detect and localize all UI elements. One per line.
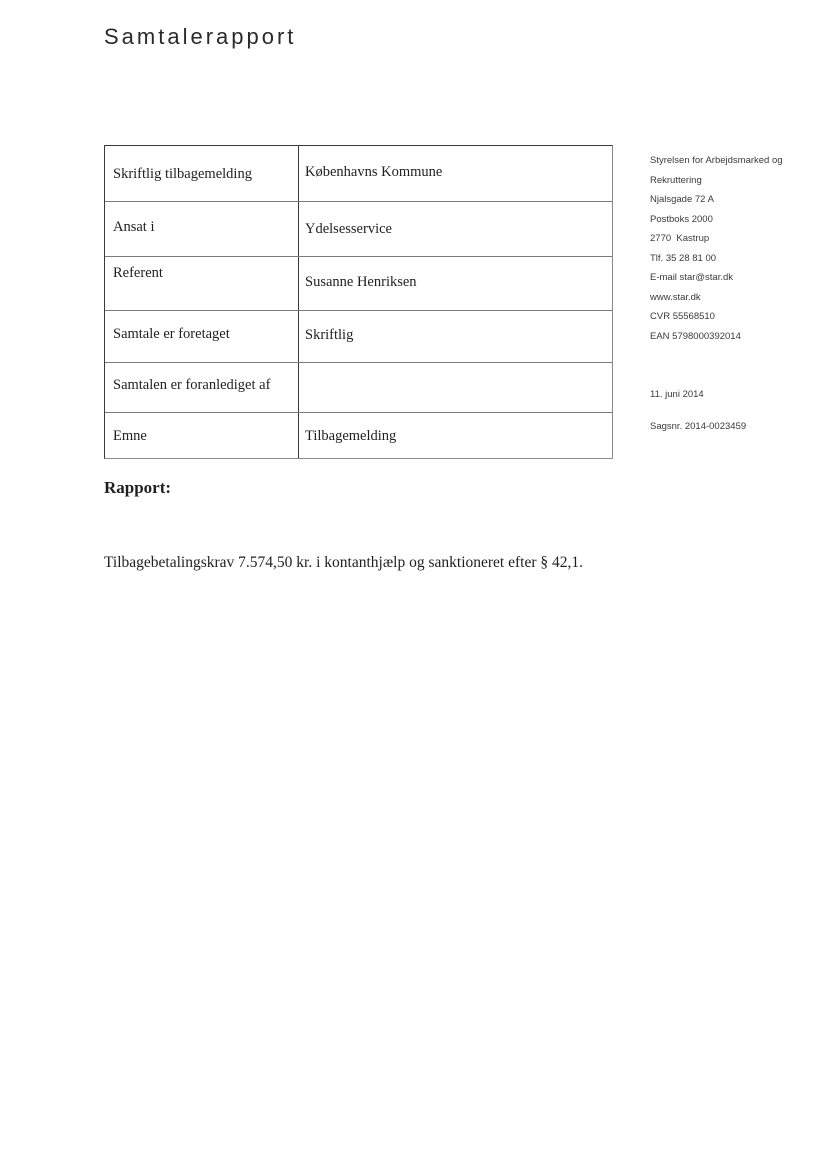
- row-value: Københavns Kommune: [305, 164, 443, 180]
- row-label: Ansat i: [113, 219, 155, 235]
- table-row: [105, 412, 612, 459]
- report-text: Tilbagebetalingskrav 7.574,50 kr. i kontanthjælp og sanktioneret efter § 42,1.: [104, 554, 583, 571]
- row-value: Ydelsesservice: [305, 221, 392, 237]
- sender-street: Njalsgade 72 A: [650, 194, 714, 205]
- row-label: Referent: [113, 265, 163, 281]
- case-number: Sagsnr. 2014-0023459: [650, 420, 747, 432]
- row-value: Susanne Henriksen: [305, 274, 417, 290]
- sender-email: E-mail star@star.dk: [650, 272, 734, 283]
- table-row: [105, 256, 612, 311]
- sender-postal: 2770 Kastrup: [650, 233, 710, 244]
- row-label: Skriftlig tilbagemelding: [113, 166, 252, 182]
- info-table: [104, 145, 613, 459]
- sender-ean: EAN 5798000392014: [650, 330, 741, 342]
- table-row: [105, 201, 612, 257]
- sender-cvr: CVR 55568510: [650, 311, 715, 322]
- sender-web: www.star.dk: [650, 291, 701, 303]
- report-heading: Rapport:: [104, 478, 172, 497]
- sender-pobox: Postboks 2000: [650, 213, 713, 225]
- document-title: Samtalerapport: [104, 24, 297, 49]
- sender-name-line1: Styrelsen for Arbejdsmarked og: [650, 155, 783, 166]
- row-label: Samtale er foretaget: [113, 326, 230, 342]
- row-label: Samtalen er foranlediget af: [113, 377, 271, 393]
- row-value: Skriftlig: [305, 327, 354, 343]
- row-value: Tilbagemelding: [305, 428, 397, 444]
- row-label: Emne: [113, 428, 147, 444]
- table-row: [105, 146, 612, 202]
- document-date: 11. juni 2014: [650, 389, 704, 400]
- sender-phone: Tlf. 35 28 81 00: [650, 252, 717, 264]
- sender-info: [650, 151, 820, 436]
- table-row: [105, 362, 612, 413]
- table-row: [105, 310, 612, 363]
- sender-name-line2: Rekruttering: [650, 174, 702, 186]
